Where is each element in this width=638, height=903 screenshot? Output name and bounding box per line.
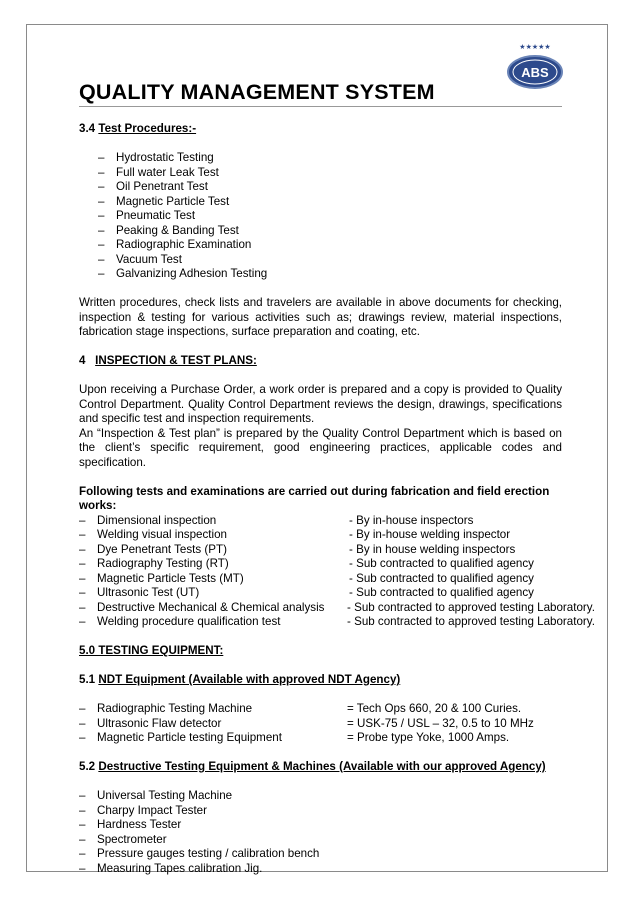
list-item: – Vacuum Test [98, 252, 182, 266]
list-item: – Peaking & Banding Test [98, 223, 239, 237]
list-item: – Radiographic Examination [98, 238, 252, 251]
table-row: – Dye Penetrant Tests (PT) - By in house welding inspectors [79, 542, 516, 556]
list-item: – Measuring Tapes calibration Jig. [79, 861, 263, 875]
list-item: – Full water Leak Test [98, 165, 219, 179]
section-5-2-heading: 5.2 Destructive Testing Equipment & Machines (Available with our approved Agency) [79, 760, 546, 773]
list-item: – Pressure gauges testing / calibration bench [79, 847, 320, 860]
ndt-equipment-table [79, 702, 562, 746]
list-item: – Oil Penetrant Test [98, 180, 208, 193]
table-row: – Magnetic Particle testing Equipment = Probe type Yoke, 1000 Amps. [79, 731, 510, 744]
list-item: – Hardness Tester [79, 818, 182, 831]
itp-paragraph-2: An “Inspection & Test plan” is prepared by the Quality Control Department which is based on the client’s specific requirement, good engineering practices, applicable codes and specification. [79, 426, 562, 469]
itp-paragraph-1: Upon receiving a Purchase Order, a work order is prepared and a copy is provided to Quality Control Department. Quality Control Department reviews the design, drawings, specifications and specific test and inspection requirements. [79, 383, 562, 425]
section-4-heading: 4 INSPECTION & TEST PLANS: [79, 354, 257, 367]
list-item: – Spectrometer [79, 832, 167, 846]
list-item: – Magnetic Particle Test [98, 194, 230, 208]
table-row: – Magnetic Particle Tests (MT) - Sub contracted to qualified agency [79, 571, 534, 585]
list-item: – Hydrostatic Testing [98, 151, 214, 164]
list-item: – Pneumatic Test [98, 209, 196, 222]
header-divider [79, 106, 562, 107]
logo-stars: ★★★★★ [519, 43, 551, 51]
section-5-1-heading: 5.1 NDT Equipment (Available with approved NDT Agency) [79, 673, 401, 686]
abs-logo [505, 40, 565, 90]
table-row: – Destructive Mechanical & Chemical analysis - Sub contracted to approved testing Laboratory. [79, 600, 595, 614]
list-item: – Charpy Impact Tester [79, 803, 207, 817]
table-row: – Radiography Testing (RT) - Sub contracted to qualified agency [79, 557, 534, 570]
tests-heading: Following tests and examinations are carried out during fabrication and field erection works: [79, 484, 550, 512]
test-procedures-list [79, 151, 562, 282]
logo-text: ABS [521, 65, 549, 80]
list-item: – Galvanizing Adhesion Testing [98, 267, 268, 280]
section-3-4-heading: 3.4 Test Procedures:- [79, 122, 197, 135]
table-row: – Radiographic Testing Machine = Tech Ops 660, 20 & 100 Curies. [79, 702, 522, 715]
table-row: – Ultrasonic Flaw detector = USK-75 / USL – 32, 0.5 to 10 MHz [79, 716, 534, 730]
table-row: – Welding procedure qualification test - Sub contracted to approved testing Laboratory. [79, 615, 595, 628]
section-5-0-heading: 5.0 TESTING EQUIPMENT: [79, 644, 224, 657]
table-row: – Ultrasonic Test (UT) - Sub contracted to qualified agency [79, 586, 534, 599]
tests-table [79, 513, 595, 630]
table-row: – Dimensional inspection - By in-house inspectors [79, 513, 474, 527]
page-title: QUALITY MANAGEMENT SYSTEM [79, 80, 435, 104]
procedures-paragraph: Written procedures, check lists and travelers are available in above documents for checking, inspection & testing for various activities such as; drawings review, material inspections, fabrication stage inspections, surface preparation and coating, etc. [79, 296, 562, 338]
list-item: – Universal Testing Machine [79, 789, 233, 802]
table-row: – Welding visual inspection - By in-house welding inspector [79, 528, 511, 541]
destructive-equipment-list [79, 789, 562, 876]
document-body [79, 122, 595, 876]
